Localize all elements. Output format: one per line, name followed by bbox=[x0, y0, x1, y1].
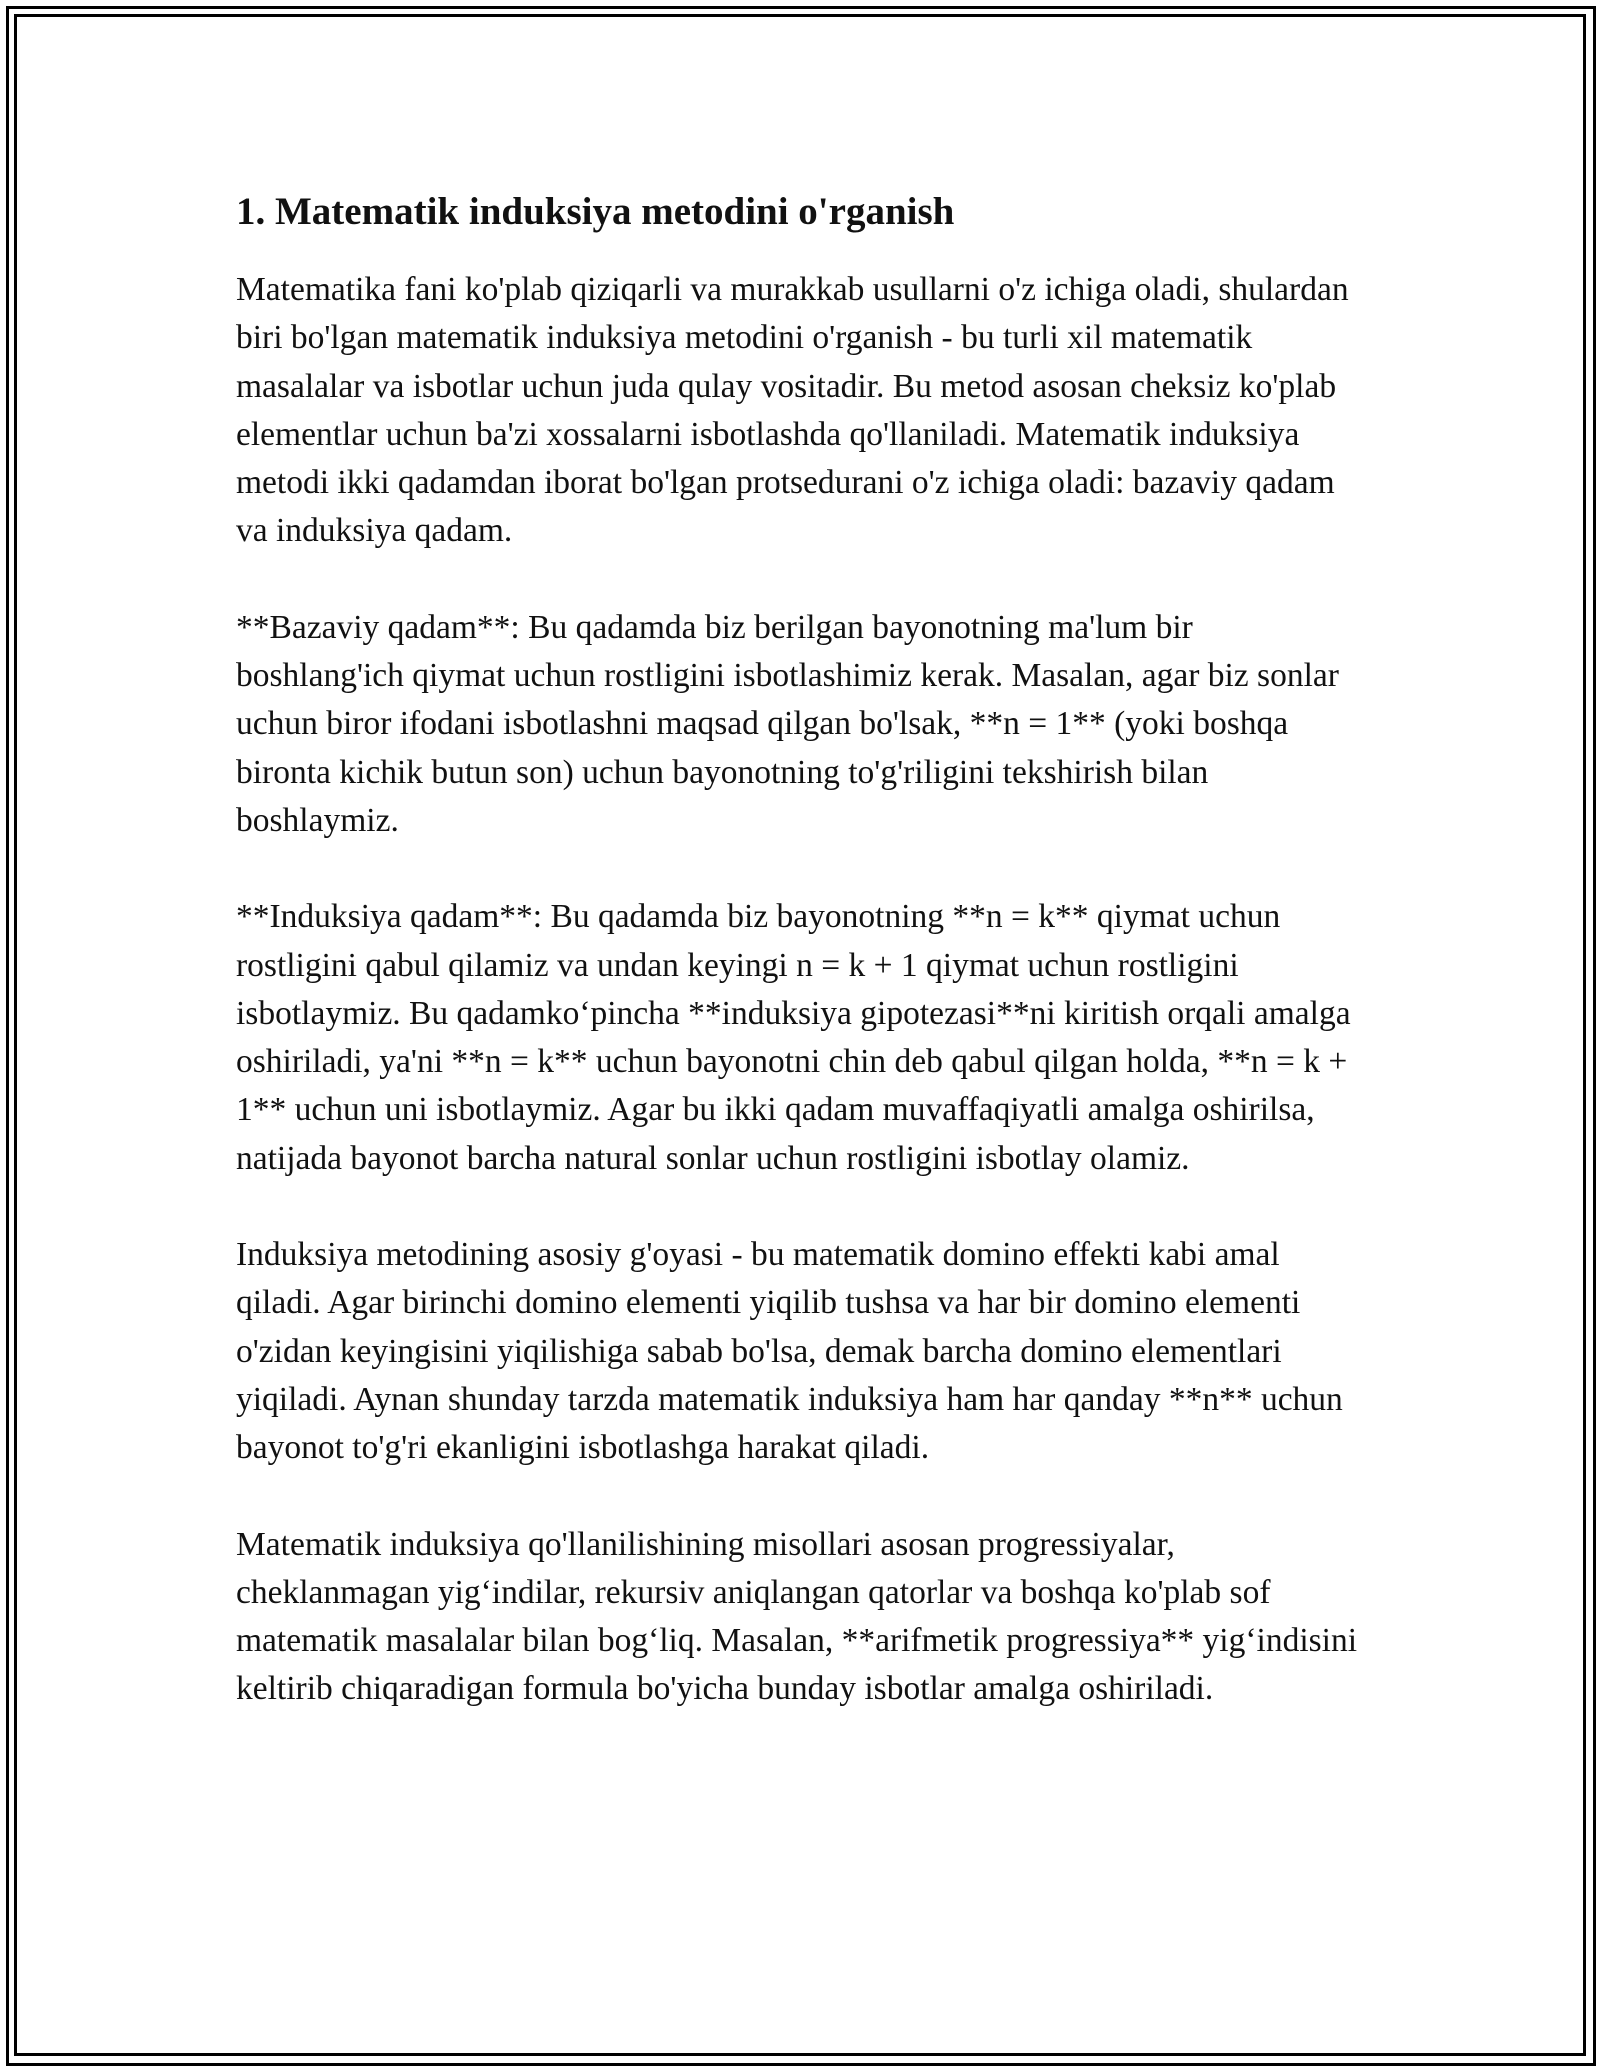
document-body bbox=[236, 186, 1364, 1762]
paragraph-intro: Matematika fani ko'plab qiziqarli va murakkab usullarni o'z ichiga oladi, shulardan biri bo'lgan matematik induksiya metodini o'rganish - bu turli xil matematik masalalar va isbotlar uchun juda qulay vositadir. Bu metod asosan cheksiz ko'plab elementlar uchun ba'zi xossalarni isbotlashda qo'llaniladi. Matematik induksiya metodi ikki qadamdan iborat bo'lgan protsedurani o'z ichiga oladi: bazaviy qadam va induksiya qadam. bbox=[236, 271, 1349, 550]
paragraph-induction-step: **Induksiya qadam**: Bu qadamda biz bayonotning **n = k** qiymat uchun rostligini qabul qilamiz va undan keyingi n = k + 1 qiymat uchun rostligini isbotlaymiz. Bu qadamko‘pincha **induksiya gipotezasi**ni kiritish orqali amalga oshiriladi, ya'ni **n = k** uchun bayonotni chin deb qabul qilgan holda, **n = k + 1** uchun uni isbotlaymiz. Agar bu ikki qadam muvaffaqiyatli amalga oshirilsa, natijada bayonot barcha natural sonlar uchun rostligini isbotlay olamiz. bbox=[236, 898, 1351, 1177]
paragraph-applications: Matematik induksiya qo'llanilishining misollari asosan progressiyalar, cheklanmagan yig‘indilar, rekursiv aniqlangan qatorlar va boshqa ko'plab sof matematik masalalar bilan bog‘liq. Masalan, **arifmetik progressiya** yig‘indisini keltirib chiqaradigan formula bo'yicha bunday isbotlar amalga oshiriladi. bbox=[236, 1525, 1358, 1708]
paragraph-domino-idea: Induksiya metodining asosiy g'oyasi - bu matematik domino effekti kabi amal qiladi. Agar birinchi domino elementi yiqilib tushsa va har bir domino elementi o'zidan keyingisini yiqilishiga sabab bo'lsa, demak barcha domino elementlari yiqiladi. Aynan shunday tarzda matematik induksiya ham har qanday **n** uchun bayonot to'g'ri ekanligini isbotlashga harakat qiladi. bbox=[236, 1236, 1343, 1467]
section-heading: 1. Matematik induksiya metodini o'rganish bbox=[236, 190, 955, 233]
paragraph-base-step: **Bazaviy qadam**: Bu qadamda biz berilgan bayonotning ma'lum bir boshlang'ich qiymat uchun rostligini isbotlashimiz kerak. Masalan, agar biz sonlar uchun biror ifodani isbotlashni maqsad qilgan bo'lsak, **n = 1** (yoki boshqa bironta kichik butun son) uchun bayonotning to'g'riligini tekshirish bilan boshlaymiz. bbox=[236, 608, 1339, 839]
